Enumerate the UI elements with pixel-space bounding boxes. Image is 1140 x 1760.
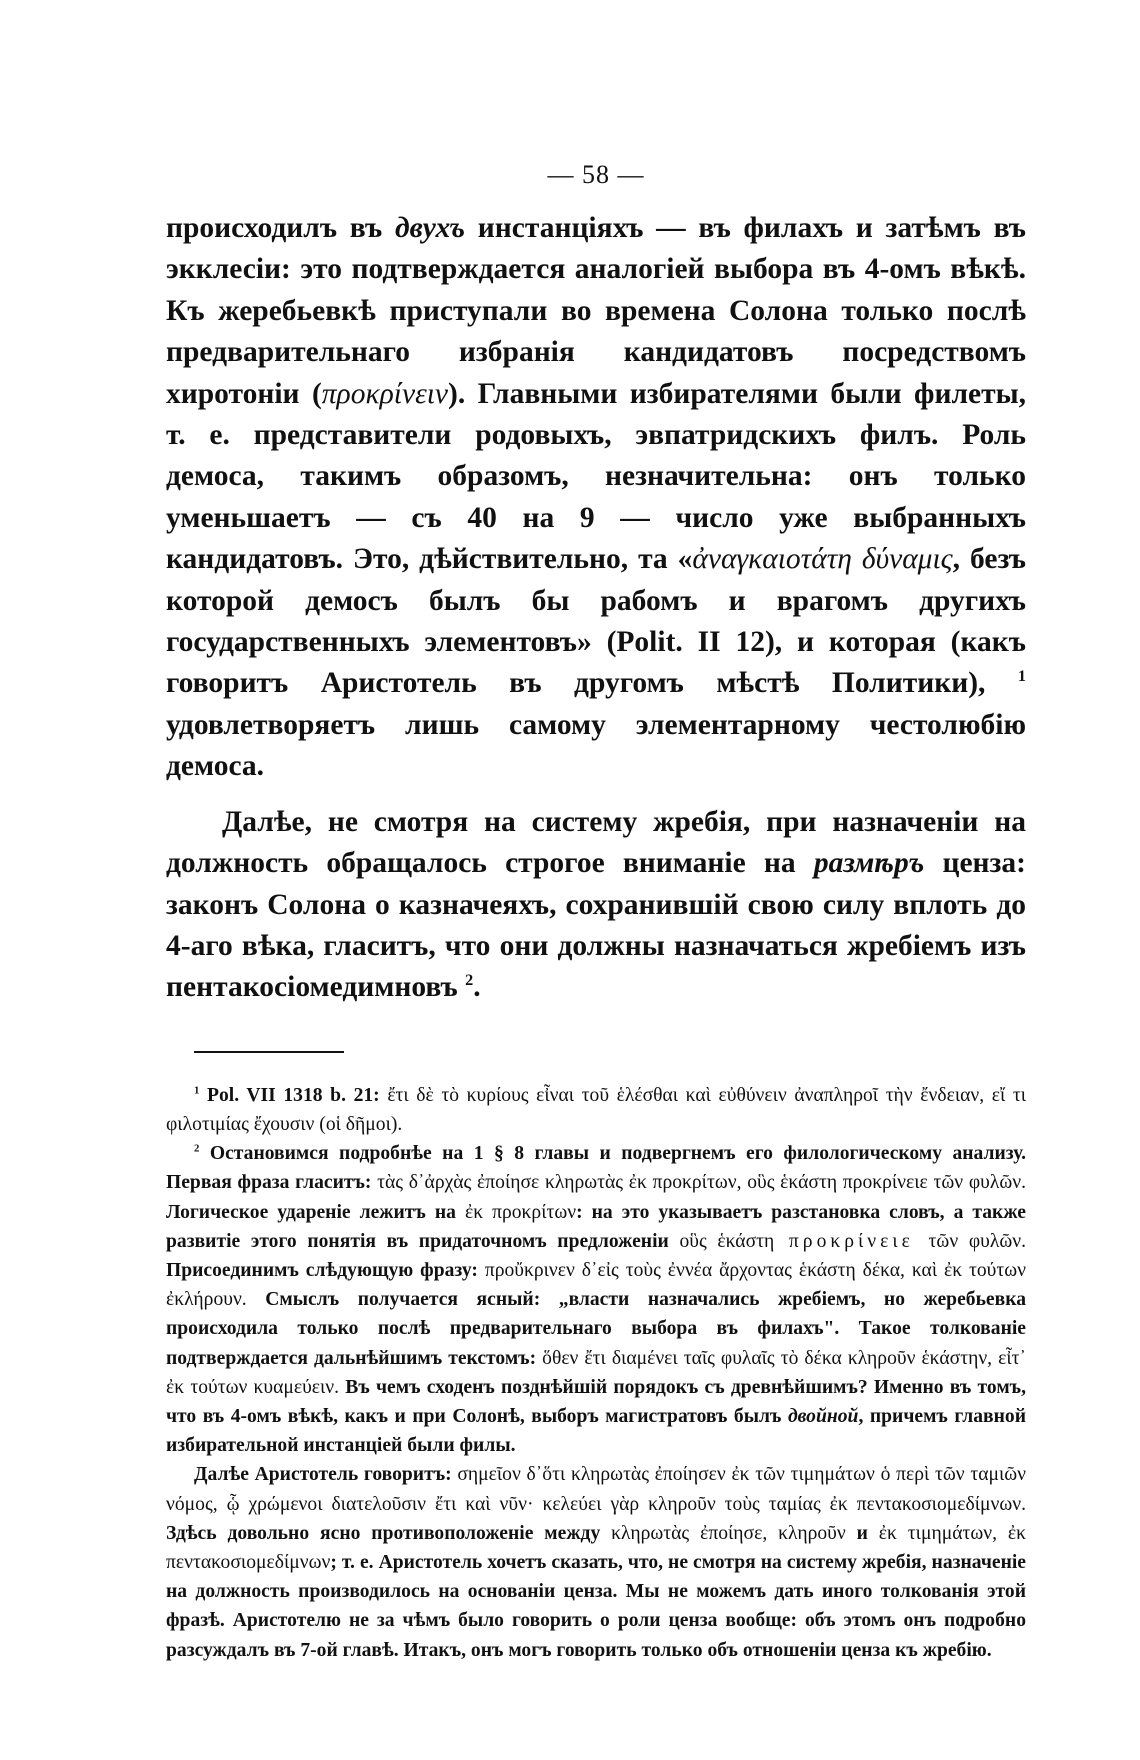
footnote-divider bbox=[194, 1051, 344, 1053]
p2-text-e: . bbox=[473, 971, 481, 1004]
page-number: — 58 — bbox=[547, 160, 645, 189]
fn1-greek: ἔτι δὲ τὸ κυρίους εἶναι τοῦ ἑλέσθαι καὶ εὐθύνειν ἀναπληροῖ τὴν ἔνδειαν, εἴ τι φιλοτιμίας ἔχουσιν (οἱ δῆμοι). bbox=[166, 1084, 1026, 1135]
fn2-emphasis-dvoinoi: двойной bbox=[787, 1405, 859, 1427]
fn2-greek-h: τῶν φυλῶν. bbox=[928, 1230, 1026, 1252]
fn3-greek-d: κληρωτὰς ἐποίησε, κληροῦν bbox=[611, 1522, 846, 1544]
fn2-text-o: , причемъ главной избирательной инстанціей были филы. bbox=[166, 1405, 1026, 1457]
footnote-2-continuation bbox=[166, 1460, 1026, 1664]
fn2-greek-spaced: προκρίνειε bbox=[774, 1230, 929, 1252]
main-text bbox=[166, 208, 1026, 1009]
fn2-text-k: Смыслъ получается ясный: „власти назначались жребіемъ, но жеребьевка происходила только послѣ предварительнаго выбора въ филахъ". Такое толкованіе подтверждается дальнѣйшимъ текстомъ: bbox=[166, 1289, 1026, 1369]
fn3-text-e: и bbox=[845, 1522, 879, 1544]
paragraph-1 bbox=[166, 208, 1026, 788]
footnote-2 bbox=[166, 1139, 1026, 1460]
fn3-text-g: ; т. е. Аристотель хочетъ сказать, что, не смотря на систему жребія, назначеніе на должность производилось на основаніи ценза. Мы не можемъ дать иного толкованія этой фразѣ. Аристотелю не за чѣмъ было говорить о роли ценза вообще: объ этомъ онъ подробно разсуждалъ въ 7-ой главѣ. Итакъ, онъ могъ говорить только объ отношеніи ценза къ жребію. bbox=[166, 1551, 1026, 1661]
footnote-1 bbox=[166, 1081, 1026, 1139]
fn2-text-m: Въ чемъ сходенъ позднѣйшій порядокъ съ древнѣйшимъ? Именно въ томъ, что въ 4-омъ вѣкѣ, какъ и при Солонѣ, выборъ магистратовъ былъ bbox=[166, 1376, 1026, 1427]
fn2-greek-j: προὔκρινεν δ᾽εἰς τοὺς ἐννέα ἄρχοντας ἑκάστη δέκα, καὶ ἐκ τούτων ἐκλήρουν. bbox=[166, 1259, 1026, 1311]
footnote-ref-1: 1 bbox=[1017, 667, 1026, 686]
document-page bbox=[166, 140, 1026, 1700]
p2-emphasis-razmer: размѣръ bbox=[813, 847, 925, 880]
footnotes bbox=[166, 1081, 1026, 1665]
fn2-greek-l: ὅθεν ἔτι διαμένει ταῖς φυλαῖς τὸ δέκα κληροῦν ἑκάστην, εἶτ᾽ ἐκ τούτων κυαμεύειν. bbox=[166, 1347, 1026, 1398]
p1-text-i: удовлетворяетъ лишь самому элементарному честолюбію демоса. bbox=[166, 708, 1026, 783]
fn3-text-c: Здѣсь довольно ясно противоположеніе между bbox=[166, 1522, 612, 1544]
p2-text-a: Далѣе, не смотря на систему жребія, при назначеніи на должность обращалось строгое вниманіе на bbox=[166, 805, 1026, 880]
p1-emphasis-dvukh: двухъ bbox=[394, 212, 466, 244]
fn2-greek-b: τὰς δ᾽ἀρχὰς ἐποίησε κληρωτὰς ἐκ προκρίτων, οὓς ἑκάστη προκρίνειε τῶν φυλῶν. bbox=[377, 1172, 1027, 1194]
fn3-greek-b: σημεῖον δ᾽ὅτι κληρωτὰς ἐποίησεν ἐκ τῶν τιμημάτων ὁ περὶ τῶν ταμιῶν νόμος, ᾧ χρώμενοι διατελοῦσιν ἔτι καὶ νῦν· κελεύει γὰρ κληροῦν τοὺς ταμίας ἐκ πεντακοσιομεδίμνων. bbox=[166, 1464, 1026, 1515]
p1-text-a: происходилъ въ bbox=[166, 212, 395, 244]
p1-greek-dynamis: ἀναγκαιοτάτη δύναμις bbox=[692, 543, 953, 576]
fn2-text-e: : на это указываетъ разстановка словъ, а также развитіе этого понятія въ придаточномъ предложеніи bbox=[166, 1201, 1026, 1252]
fn2-text-a: Остановимся подробнѣе на 1 § 8 главы и подвергнемъ его филологическому анализу. Первая фраза гласитъ: bbox=[166, 1143, 1026, 1194]
fn2-text-c: Логическое удареніе лежитъ на bbox=[166, 1201, 465, 1223]
fn2-greek-d: ἐκ προκρίτων bbox=[464, 1201, 577, 1223]
footnote-2-marker: 2 bbox=[194, 1142, 200, 1155]
fn2-text-i: Присоединимъ слѣдующую фразу: bbox=[166, 1259, 485, 1281]
p1-text-c: инстанціяхъ — въ филахъ и затѣмъ въ экклесіи: это подтверждается аналогіей выбора въ 4-омъ вѣкѣ. Къ жеребьевкѣ приступали во времена Солона только послѣ предварительнаго избранія кандидатовъ посредствомъ хиротоніи ( bbox=[166, 212, 1026, 410]
paragraph-2 bbox=[166, 802, 1026, 1009]
footnote-1-marker: 1 bbox=[194, 1084, 200, 1097]
fn1-text-a: Pol. VII 1318 b. 21: bbox=[199, 1084, 388, 1106]
p1-greek-prokrinein: προκρίνειν bbox=[321, 377, 448, 410]
p2-text-c: ценза: законъ Солона о казначеяхъ, сохранившій свою силу вплоть до 4-аго вѣка, гласитъ, что они должны назначаться жребіемъ изъ пентакосіомедимновъ bbox=[166, 847, 1026, 1004]
footnote-ref-2: 2 bbox=[465, 971, 474, 990]
fn2-greek-f: οὓς ἑκάστη bbox=[679, 1230, 775, 1252]
fn3-greek-f: ἐκ τιμημάτων, ἐκ πεντακοσιομεδίμνων bbox=[166, 1522, 1026, 1573]
fn3-text-a: Далѣе Аристотель говоритъ: bbox=[194, 1464, 458, 1486]
p1-text-g: , безъ которой демосъ былъ бы рабомъ и врагомъ другихъ государственныхъ элементовъ» (Polit. II 12), и которая (какъ говоритъ Аристотель въ другомъ мѣстѣ Политики), bbox=[166, 543, 1026, 700]
p1-text-e: ). Главными избирателями были филеты, т. е. представители родовыхъ, эвпатридскихъ филъ. Роль демоса, такимъ образомъ, незначительна: онъ только уменьшаетъ — съ 40 на 9 — число уже выбранныхъ кандидатовъ. Это, дѣйствительно, та « bbox=[166, 377, 1027, 576]
